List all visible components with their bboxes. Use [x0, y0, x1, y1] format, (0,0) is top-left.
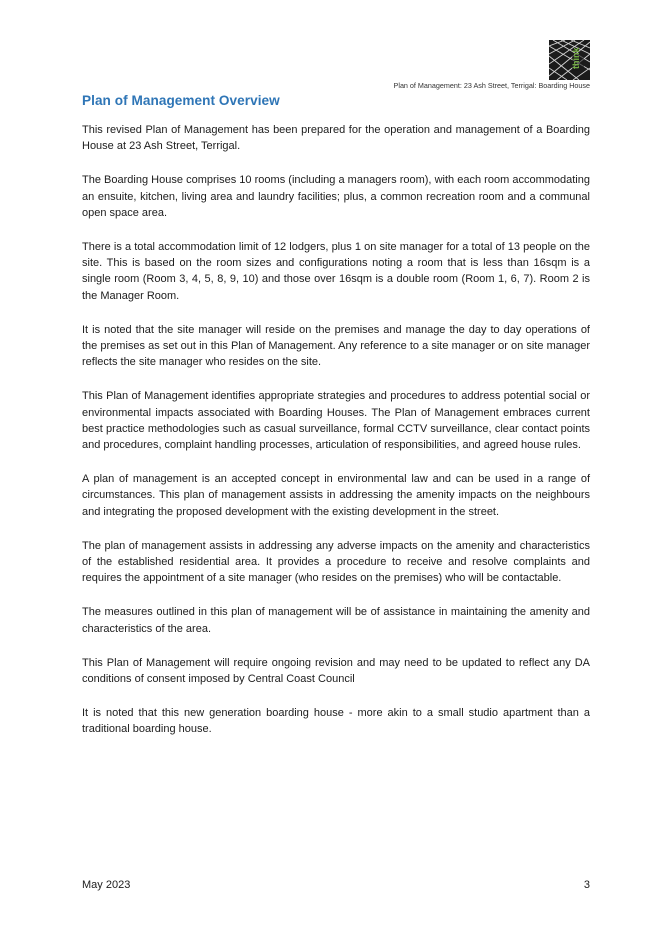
paragraph: A plan of management is an accepted concept in environmental law and can be used in a range of circumstances. This plan of management assists in addressing the amenity impacts on the neighbours and integrating the proposed development with the existing development in the street. [82, 473, 590, 518]
paragraph: It is noted that the site manager will reside on the premises and manage the day to day operations of the premises as set out in this Plan of Management. Any reference to a site manager or on site manager reflects the site manager who resides on the site. [82, 323, 590, 369]
page-title: Plan of Management Overview [82, 93, 280, 108]
footer-date: May 2023 [82, 879, 131, 891]
paragraph: This Plan of Management identifies appropriate strategies and procedures to address potential social or environmental impacts associated with Boarding Houses. The Plan of Management embraces current best practice methodologies such as casual surveillance, formal CCTV surveillance, clear contact points and procedures, complaint handling processes, articulation of responsibilities, and agreed house rules. [82, 390, 590, 452]
paragraph: The plan of management assists in addressing any adverse impacts on the amenity and characteristics of the established residential area. It provides a procedure to receive and resolve complaints and requires the appointment of a site manager (who resides on the premises) who will be contactable. [82, 539, 590, 585]
paragraph: The measures outlined in this plan of management will be of assistance in maintaining the amenity and characteristics of the area. [82, 606, 590, 635]
paragraph: There is a total accommodation limit of 12 lodgers, plus 1 on site manager for a total of 13 people on the site. This is based on the room sizes and configurations noting a room that is less than 16sqm is a single room (Room 3, 4, 5, 8, 9, 10) and those over 16sqm is a double room (Room 1, 6, 7). Room 2 is the Manager Room. [82, 241, 590, 302]
think-logo [549, 40, 590, 80]
running-header: Plan of Management: 23 Ash Street, Terrigal: Boarding House [393, 81, 590, 90]
page-number: 3 [583, 879, 590, 891]
paragraph: It is noted that this new generation boarding house - more akin to a small studio apartment than a traditional boarding house. [82, 707, 590, 736]
body-text [82, 122, 590, 756]
paragraph: The Boarding House comprises 10 rooms (including a managers room), with each room accommodating an ensuite, kitchen, living area and laundry facilities; plus, a common recreation room and a communal open space area. [82, 174, 590, 219]
paragraph: This revised Plan of Management has been prepared for the operation and management of a Boarding House at 23 Ash Street, Terrigal. [82, 124, 590, 153]
logo-wordmark: think [571, 47, 581, 69]
paragraph: This Plan of Management will require ongoing revision and may need to be updated to reflect any DA conditions of consent imposed by Central Coast Council [82, 656, 590, 686]
